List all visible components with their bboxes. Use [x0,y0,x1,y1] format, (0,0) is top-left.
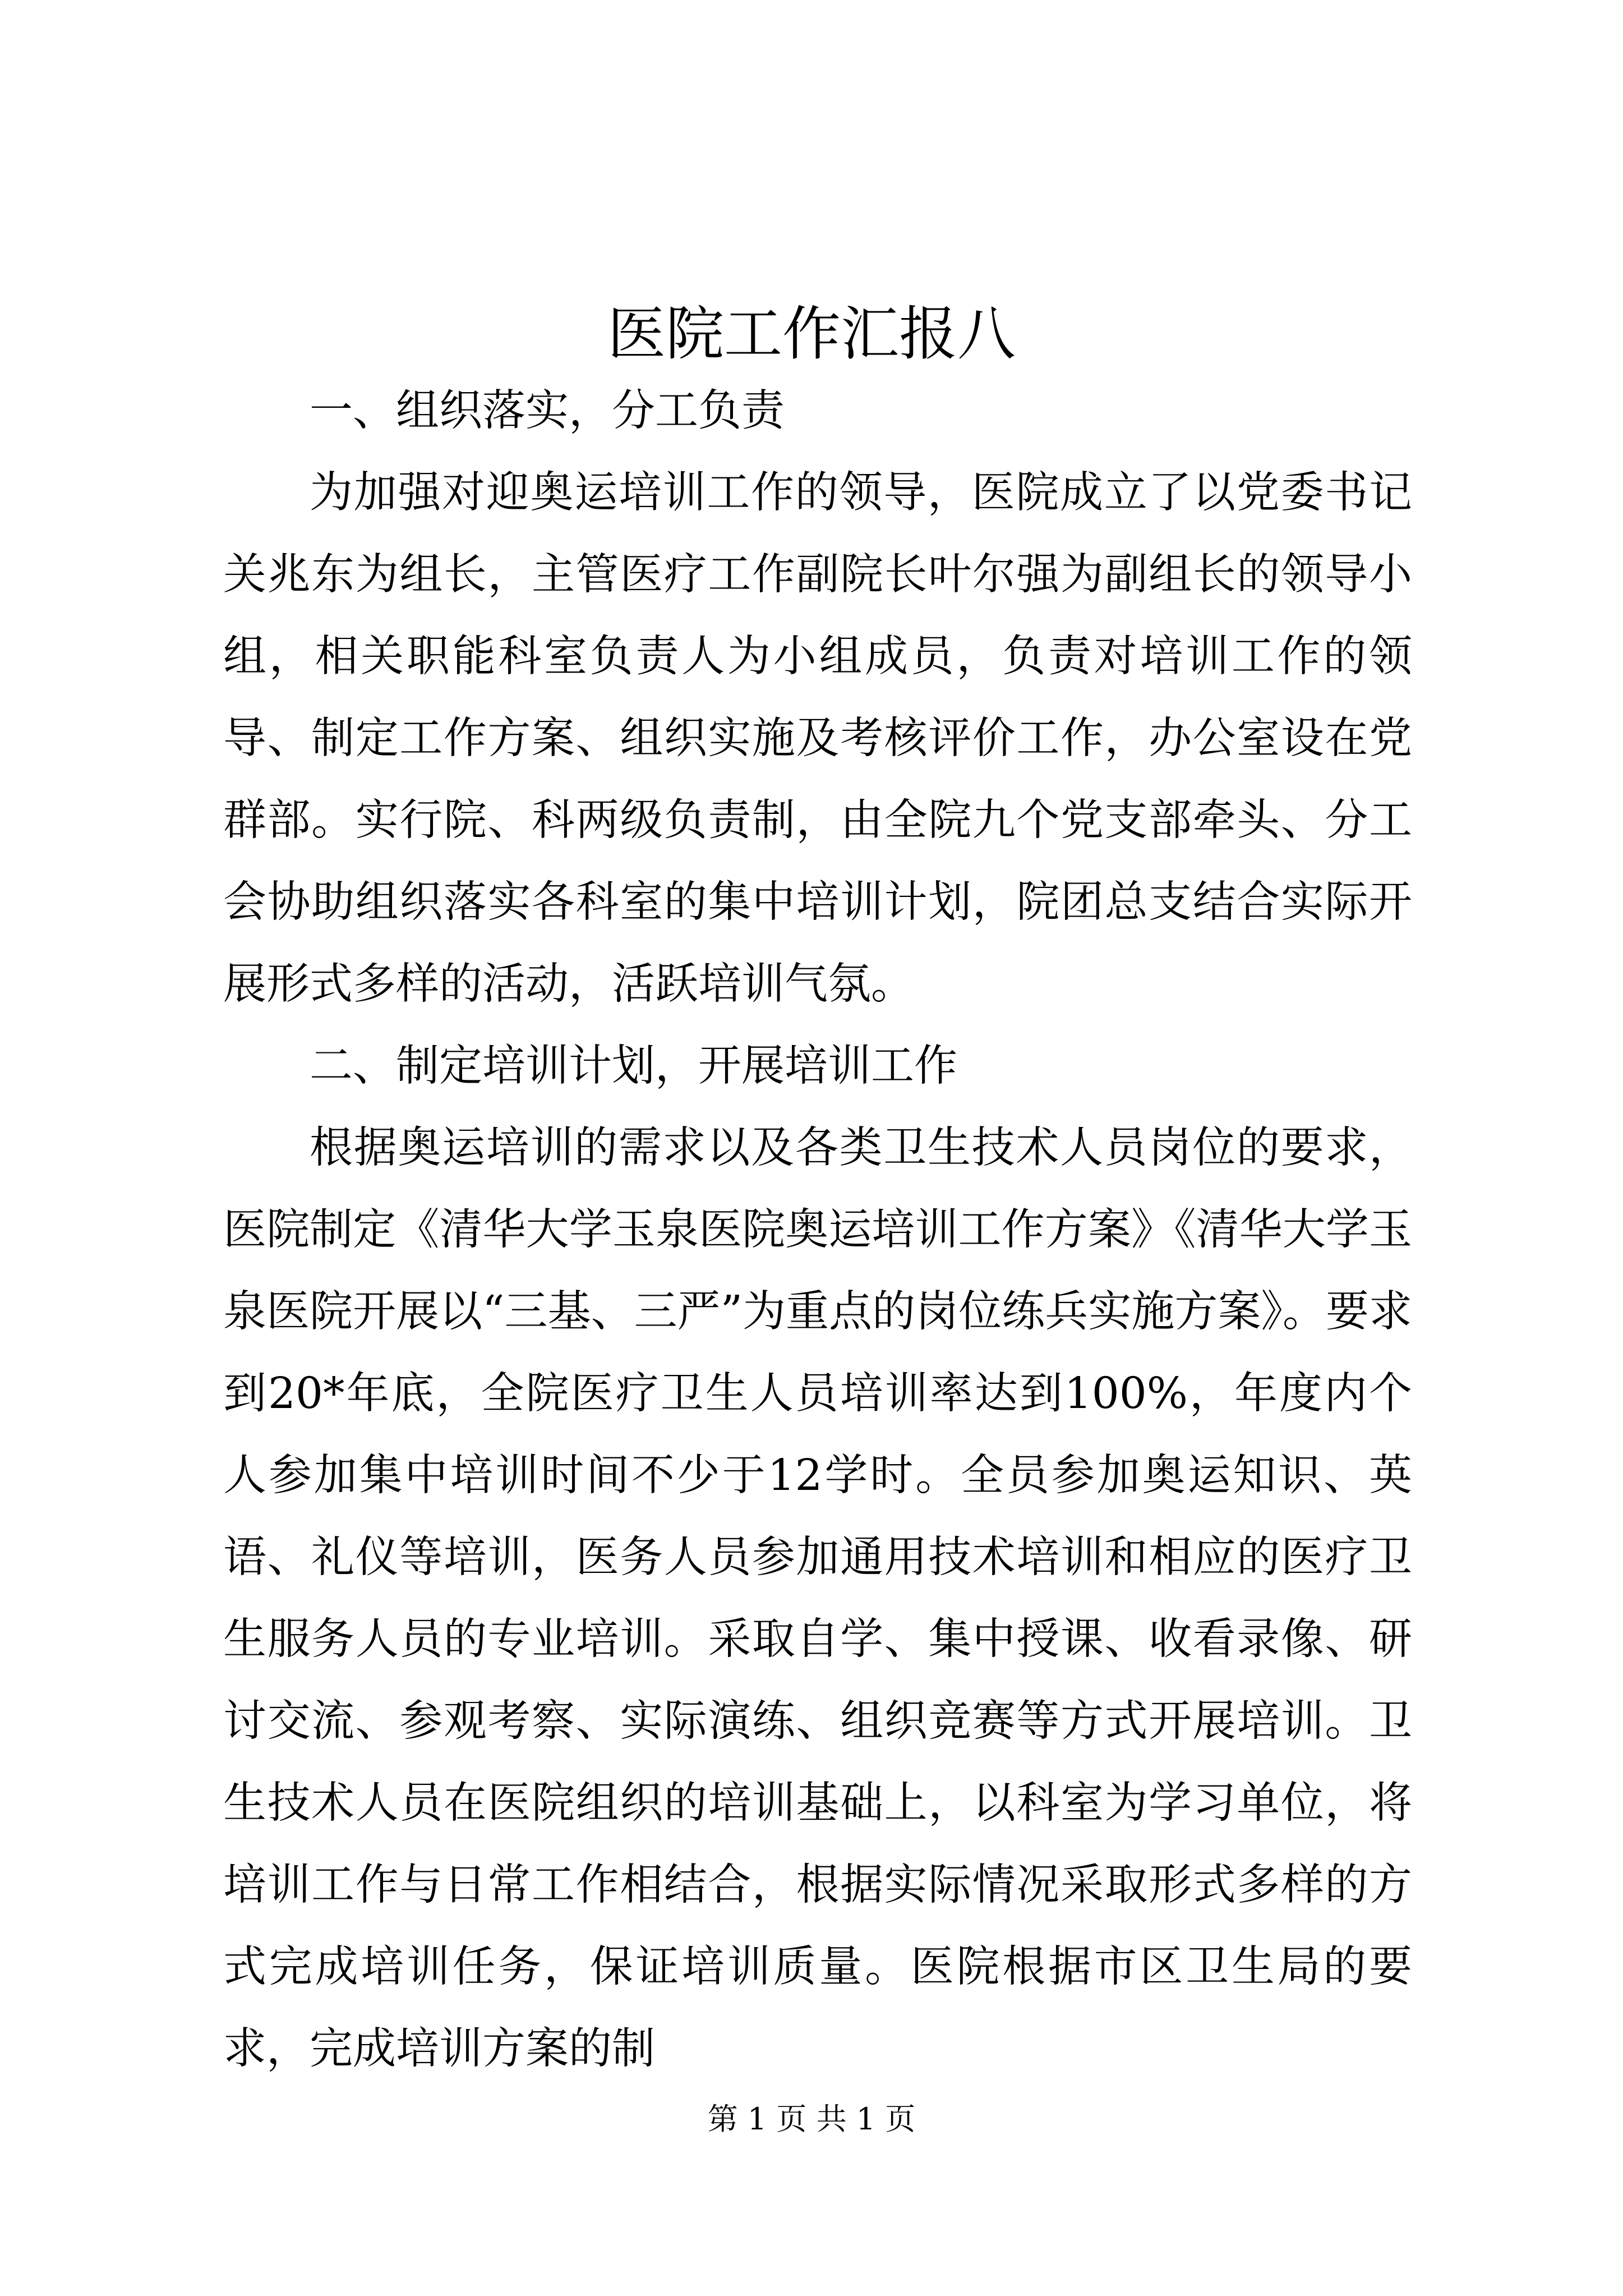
document-title: 医院工作汇报八 [607,300,1016,368]
page-footer: 第 1 页 共 1 页 [707,2101,916,2137]
section-paragraph-2: 根据奥运培训的需求以及各类卫生技术人员岗位的要求，医院制定《清华大学玉泉医院奥运培训工作方案》《清华大学玉泉医院开展以“三基、三严”为重点的岗位练兵实施方案》。要求到20*年底，全院医疗卫生人员培训率达到100%，年度内个人参加集中培训时间不少于12学时。全员参加奥运知识、英语、礼仪等培训，医务人员参加通用技术培训和相应的医疗卫生服务人员的专业培训。采取自学、集中授课、收看录像、研讨交流、参观考察、实际演练、组织竞赛等方式开展培训。卫生技术人员在医院组织的培训基础上，以科室为学习单位，将培训工作与日常工作相结合，根据实际情况采取形式多样的方式完成培训任务，保证培训质量。医院根据市区卫生局的要求，完成培训方案的制 [223,1123,1412,2074]
section-paragraph-1: 为加强对迎奥运培训工作的领导，医院成立了以党委书记关兆东为组长，主管医疗工作副院长叶尔强为副组长的领导小组，相关职能科室负责人为小组成员，负责对培训工作的领导、制定工作方案、组织实施及考核评价工作，办公室设在党群部。实行院、科两级负责制，由全院九个党支部牵头、分工会协助组织落实各科室的集中培训计划，院团总支结合实际开展形式多样的活动，活跃培训气氛。 [223,468,1412,1009]
document-body [223,370,1412,2090]
section-heading-2: 二、制定培训计划，开展培训工作 [310,1041,957,1091]
section-heading-1: 一、组织落实，分工负责 [310,386,785,436]
